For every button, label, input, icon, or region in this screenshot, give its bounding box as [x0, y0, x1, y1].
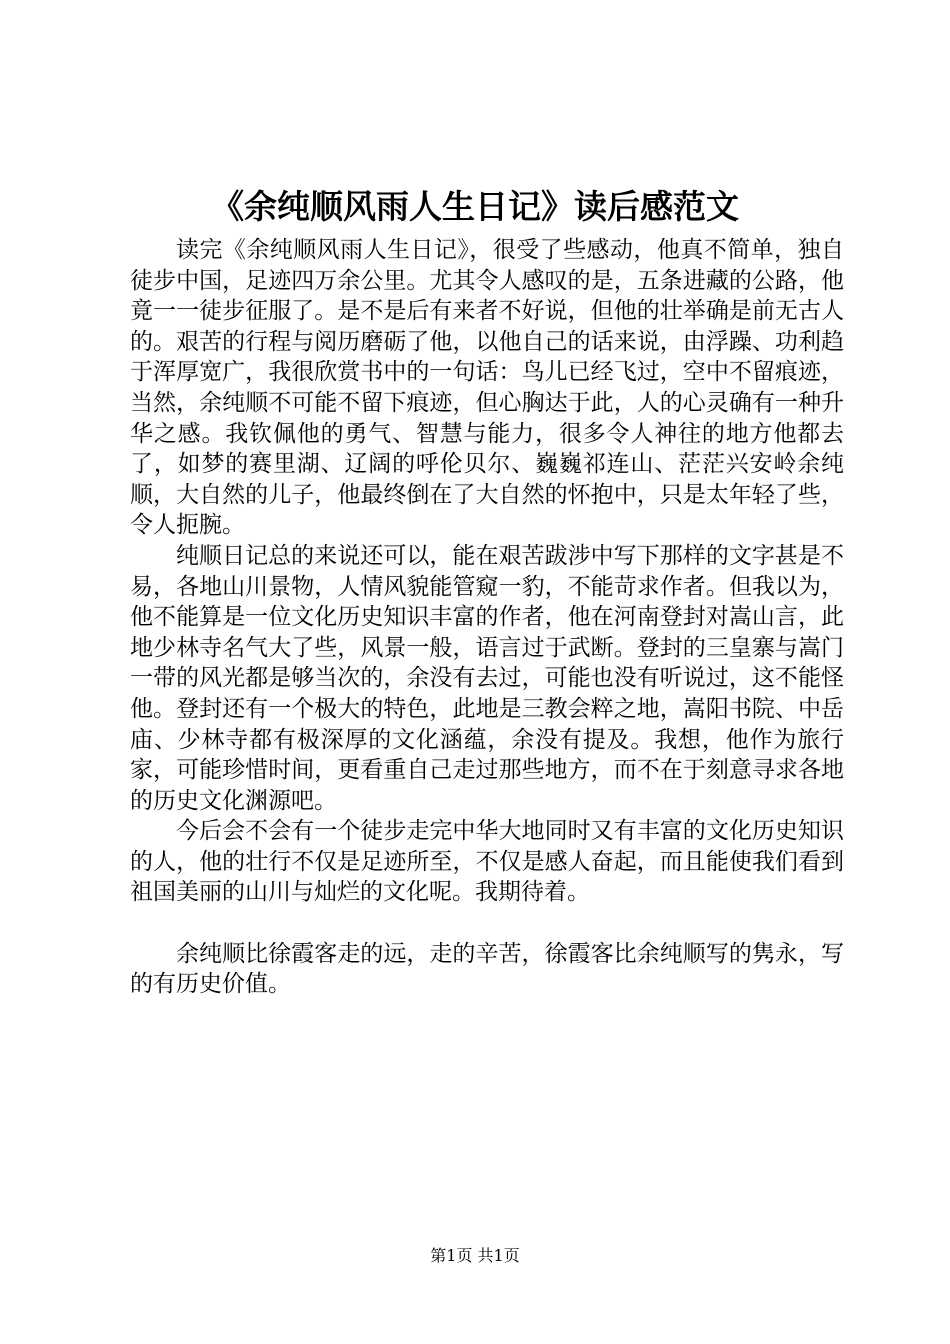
document-body: [130, 235, 844, 1000]
paragraph-1: 读完《余纯顺风雨人生日记》，很受了些感动，他真不简单，独自徒步中国，足迹四万余公里。尤其令人感叹的是，五条进藏的公路，他竟一一徒步征服了。是不是后有来者不好说，但他的壮举确是前无古人的。艰苦的行程与阅历磨砺了他，以他自己的话来说，由浮躁、功利趋于浑厚宽广，我很欣赏书中的一句话：鸟儿已经飞过，空中不留痕迹，当然，余纯顺不可能不留下痕迹，但心胸达于此，人的心灵确有一种升华之感。我钦佩他的勇气、智慧与能力，很多令人神往的地方他都去了，如梦的赛里湖、辽阔的呼伦贝尔、巍巍祁连山、茫茫兴安岭余纯顺，大自然的儿子，他最终倒在了大自然的怀抱中，只是太年轻了些，令人扼腕。: [130, 237, 844, 539]
page-footer: 第1页 共1页: [430, 1246, 520, 1265]
paragraph-2: 纯顺日记总的来说还可以，能在艰苦跋涉中写下那样的文字甚是不易，各地山川景物，人情风貌能管窥一豹，不能苛求作者。但我以为，他不能算是一位文化历史知识丰富的作者，他在河南登封对嵩山言，此地少林寺名气大了些，风景一般，语言过于武断。登封的三皇寨与嵩门一带的风光都是够当次的，余没有去过，可能也没有听说过，这不能怪他。登封还有一个极大的特色，此地是三教会粹之地，嵩阳书院、中岳庙、少林寺都有极深厚的文化涵蕴，余没有提及。我想，他作为旅行家，可能珍惜时间，更看重自己走过那些地方，而不在于刻意寻求各地的历史文化渊源吧。: [130, 542, 844, 814]
document-title: 《余纯顺风雨人生日记》读后感范文: [211, 187, 739, 226]
paragraph-4: 余纯顺比徐霞客走的远，走的辛苦，徐霞客比余纯顺写的隽永，写的有历史价值。: [130, 940, 844, 998]
paragraph-3: 今后会不会有一个徒步走完中华大地同时又有丰富的文化历史知识的人，他的壮行不仅是足迹所至，不仅是感人奋起，而且能使我们看到祖国美丽的山川与灿烂的文化呢。我期待着。: [130, 818, 844, 906]
